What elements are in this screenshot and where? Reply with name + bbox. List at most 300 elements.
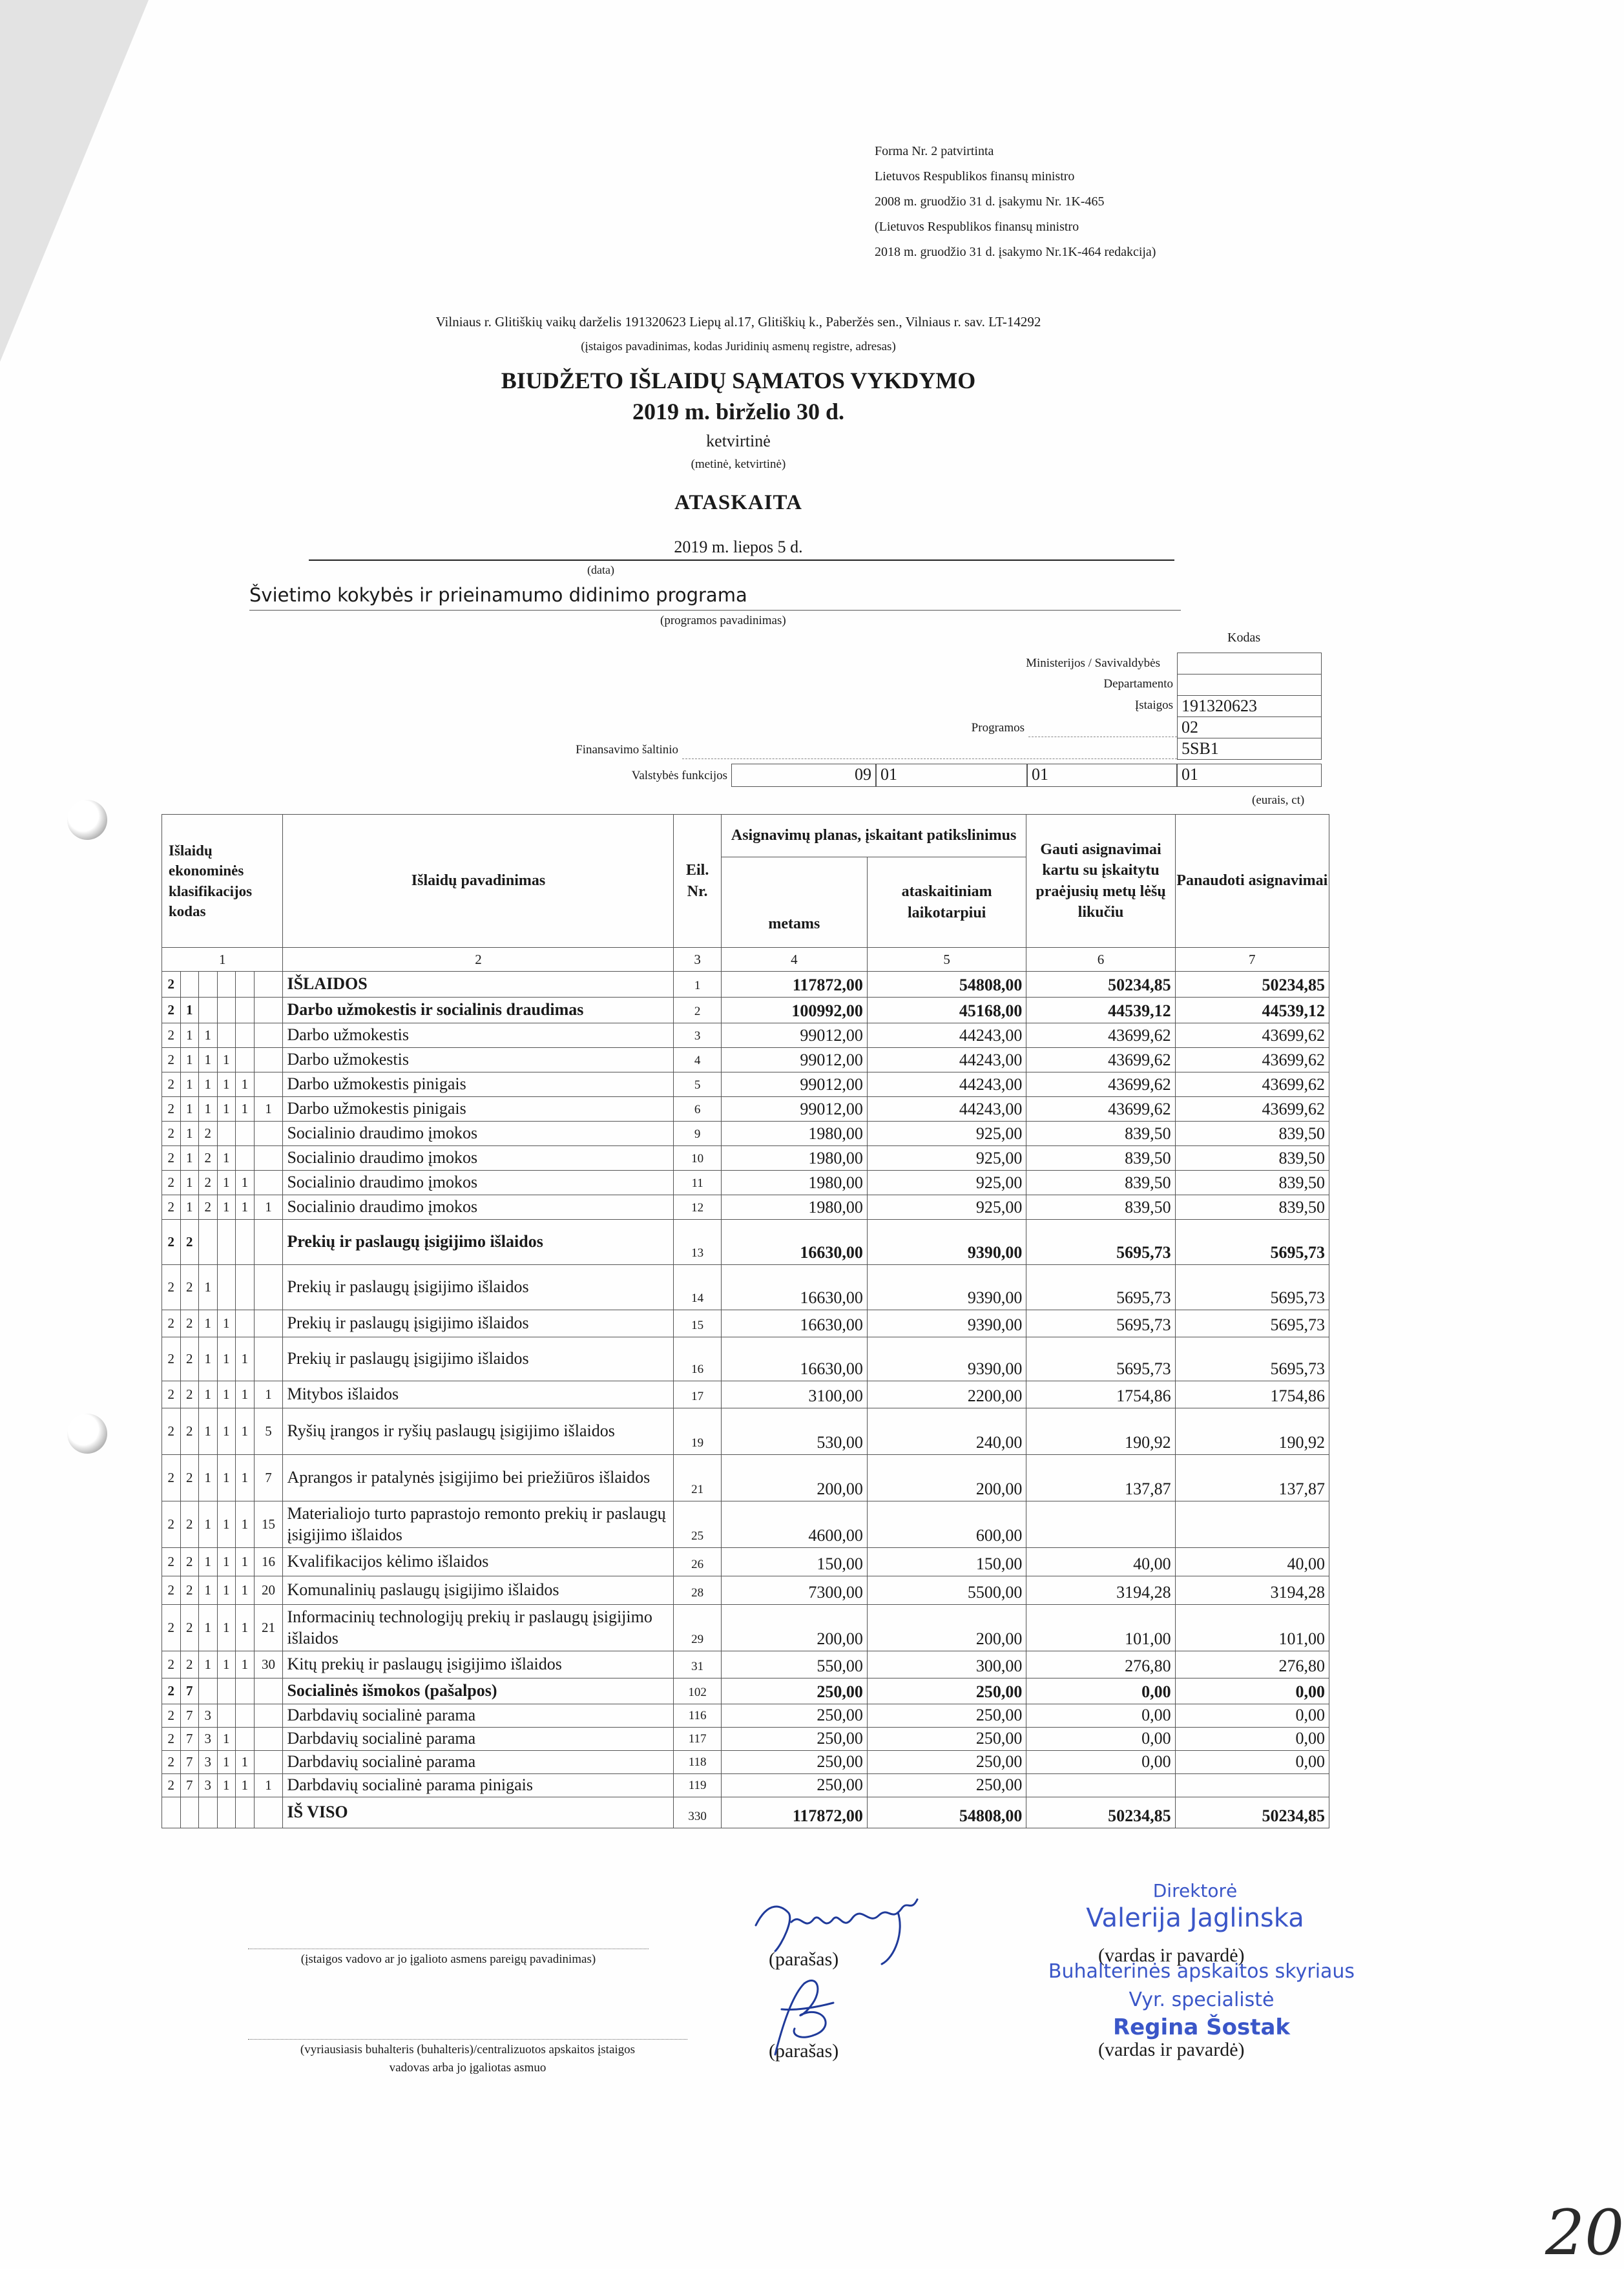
row-code-digit: 1 <box>199 1548 218 1576</box>
row-received: 839,50 <box>1026 1195 1175 1220</box>
row-code-digit <box>254 1220 283 1265</box>
director-stamp-title: Direktorė <box>1152 1880 1238 1901</box>
row-code-digit: 1 <box>236 1605 255 1651</box>
row-code-digit: 2 <box>162 998 181 1023</box>
row-plan-year: 99012,00 <box>721 1023 867 1048</box>
row-name: Darbo užmokestis <box>283 1048 674 1072</box>
row-received: 0,00 <box>1026 1678 1175 1704</box>
row-plan-period: 44243,00 <box>867 1072 1026 1097</box>
row-name: Darbo užmokestis <box>283 1023 674 1048</box>
row-code-digit: 2 <box>162 1072 181 1097</box>
row-plan-period: 54808,00 <box>867 1797 1026 1828</box>
date-underline <box>309 559 1174 561</box>
accountant-caption-2: vadovas arba jo įgaliotas asmuo <box>389 2061 547 2075</box>
row-name: Komunalinių paslaugų įsigijimo išlaidos <box>283 1576 674 1605</box>
row-name: Materialiojo turto paprastojo remonto prekių ir paslaugų įsigijimo išlaidos <box>283 1501 674 1548</box>
row-plan-year: 250,00 <box>721 1728 867 1751</box>
row-code-digit: 2 <box>162 1605 181 1651</box>
row-code-digit: 1 <box>180 1122 199 1146</box>
row-name: IŠLAIDOS <box>283 972 674 998</box>
head-handwritten-signature <box>743 1887 937 1971</box>
row-used: 276,80 <box>1175 1651 1329 1678</box>
row-plan-period: 250,00 <box>867 1728 1026 1751</box>
row-code-digit <box>254 1728 283 1751</box>
row-number: 330 <box>674 1797 721 1828</box>
table-row <box>162 1122 1329 1146</box>
row-code-digit: 1 <box>199 1048 218 1072</box>
row-code-digit: 15 <box>254 1501 283 1548</box>
row-code-digit: 1 <box>217 1408 236 1455</box>
row-code-digit: 2 <box>162 972 181 998</box>
row-code-digit <box>236 1704 255 1728</box>
row-code-digit <box>217 1122 236 1146</box>
table-body <box>162 972 1329 1828</box>
header-plan-group: Asignavimų planas, įskaitant patikslinimus <box>721 815 1026 857</box>
row-code-digit: 1 <box>236 1171 255 1195</box>
row-code-digit: 1 <box>217 1751 236 1774</box>
row-received: 5695,73 <box>1026 1265 1175 1310</box>
table-row <box>162 1023 1329 1048</box>
row-code-digit <box>254 1146 283 1171</box>
row-code-digit: 1 <box>236 1097 255 1122</box>
row-code-digit: 5 <box>254 1408 283 1455</box>
row-code-digit <box>217 1797 236 1828</box>
row-code-digit: 2 <box>180 1455 199 1501</box>
row-code-digit: 2 <box>180 1651 199 1678</box>
row-code-digit: 1 <box>217 1605 236 1651</box>
row-number: 31 <box>674 1651 721 1678</box>
institution-code-label: Įstaigos <box>1134 698 1173 712</box>
row-code-digit: 1 <box>199 1072 218 1097</box>
row-code-digit: 1 <box>236 1455 255 1501</box>
row-code-digit: 3 <box>199 1774 218 1797</box>
row-name: Kitų prekių ir paslaugų įsigijimo išlaidos <box>283 1651 674 1678</box>
row-used: 50234,85 <box>1175 1797 1329 1828</box>
row-name: Darbdavių socialinė parama <box>283 1751 674 1774</box>
row-plan-period: 300,00 <box>867 1651 1026 1678</box>
accounting-stamp-name: Regina Šostak <box>1112 2014 1291 2040</box>
row-used: 50234,85 <box>1175 972 1329 998</box>
row-code-digit: 2 <box>180 1381 199 1408</box>
row-code-digit: 2 <box>199 1195 218 1220</box>
column-index: 3 <box>674 948 721 972</box>
header-received: Gauti asignavimai kartu su įskaitytu praėjusių metų lėšų likučiu <box>1026 815 1175 948</box>
row-used: 0,00 <box>1175 1728 1329 1751</box>
row-code-digit: 1 <box>180 1146 199 1171</box>
row-plan-period: 250,00 <box>867 1704 1026 1728</box>
row-code-digit <box>236 1265 255 1310</box>
row-plan-period: 9390,00 <box>867 1220 1026 1265</box>
row-code-digit: 1 <box>180 998 199 1023</box>
row-code-digit: 2 <box>162 1651 181 1678</box>
row-code-digit: 1 <box>217 1048 236 1072</box>
row-code-digit <box>236 1220 255 1265</box>
row-number: 4 <box>674 1048 721 1072</box>
funding-label: Finansavimo šaltinio <box>576 743 678 757</box>
row-code-digit: 1 <box>254 1774 283 1797</box>
row-number: 10 <box>674 1146 721 1171</box>
form-approval-header <box>875 139 1156 265</box>
row-plan-year: 250,00 <box>721 1774 867 1797</box>
row-number: 117 <box>674 1728 721 1751</box>
table-row <box>162 1072 1329 1097</box>
row-code-digit: 2 <box>162 1548 181 1576</box>
row-code-digit <box>199 1220 218 1265</box>
row-plan-year: 150,00 <box>721 1548 867 1576</box>
row-number: 119 <box>674 1774 721 1797</box>
row-used: 839,50 <box>1175 1171 1329 1195</box>
row-code-digit: 1 <box>236 1501 255 1548</box>
form-header-line: (Lietuvos Respublikos finansų ministro <box>875 220 1079 234</box>
row-code-digit: 1 <box>217 1146 236 1171</box>
ministry-code <box>1177 653 1322 674</box>
row-used: 839,50 <box>1175 1122 1329 1146</box>
row-code-digit: 2 <box>162 1381 181 1408</box>
row-code-digit: 1 <box>236 1651 255 1678</box>
row-code-digit: 1 <box>236 1195 255 1220</box>
scan-folded-corner <box>0 0 149 362</box>
function-code-3: 01 <box>1027 764 1177 787</box>
row-name: Socialinio draudimo įmokos <box>283 1195 674 1220</box>
row-plan-period: 250,00 <box>867 1774 1026 1797</box>
row-code-digit: 2 <box>180 1310 199 1337</box>
row-code-digit: 1 <box>254 1195 283 1220</box>
row-received: 43699,62 <box>1026 1023 1175 1048</box>
row-used: 5695,73 <box>1175 1337 1329 1381</box>
row-code-digit <box>180 1797 199 1828</box>
row-code-digit: 2 <box>199 1171 218 1195</box>
table-row <box>162 1605 1329 1651</box>
row-plan-year: 3100,00 <box>721 1381 867 1408</box>
institution-line: Vilniaus r. Glitiškių vaikų darželis 191320623 Liepų al.17, Glitiškių k., Paberžės sen., Vilniaus r. sav. LT-14292 <box>435 314 1041 329</box>
table-row <box>162 1146 1329 1171</box>
row-code-digit: 1 <box>217 1381 236 1408</box>
row-name: Ryšių įrangos ir ryšių paslaugų įsigijimo išlaidos <box>283 1408 674 1455</box>
row-code-digit: 1 <box>217 1501 236 1548</box>
row-used: 839,50 <box>1175 1146 1329 1171</box>
form-header-line: 2008 m. gruodžio 31 d. įsakymu Nr. 1K-465 <box>875 194 1105 209</box>
row-code-digit <box>254 1337 283 1381</box>
row-name: Socialinio draudimo įmokos <box>283 1146 674 1171</box>
row-plan-year: 4600,00 <box>721 1501 867 1548</box>
accountant-handwritten-signature <box>756 1971 853 2067</box>
row-name: Socialinės išmokos (pašalpos) <box>283 1678 674 1704</box>
row-code-digit: 1 <box>236 1072 255 1097</box>
table-row <box>162 1548 1329 1576</box>
row-code-digit: 7 <box>180 1774 199 1797</box>
row-number: 17 <box>674 1381 721 1408</box>
row-code-digit: 1 <box>199 1023 218 1048</box>
row-used: 5695,73 <box>1175 1310 1329 1337</box>
row-code-digit: 1 <box>199 1501 218 1548</box>
row-plan-year: 16630,00 <box>721 1220 867 1265</box>
row-code-digit: 2 <box>162 1774 181 1797</box>
row-number: 26 <box>674 1548 721 1576</box>
row-code-digit: 1 <box>199 1408 218 1455</box>
row-received: 50234,85 <box>1026 972 1175 998</box>
row-code-digit <box>254 1265 283 1310</box>
row-code-digit <box>217 1023 236 1048</box>
row-name: Darbo užmokestis ir socialinis draudimas <box>283 998 674 1023</box>
table-row <box>162 1728 1329 1751</box>
row-plan-period: 45168,00 <box>867 998 1026 1023</box>
row-received: 1754,86 <box>1026 1381 1175 1408</box>
row-plan-period: 200,00 <box>867 1455 1026 1501</box>
row-used: 43699,62 <box>1175 1048 1329 1072</box>
row-code-digit <box>180 972 199 998</box>
row-code-digit <box>254 1023 283 1048</box>
row-code-digit: 1 <box>199 1265 218 1310</box>
row-code-digit: 2 <box>199 1146 218 1171</box>
row-code-digit: 1 <box>180 1195 199 1220</box>
accounting-stamp-line1: Buhalterinės apskaitos skyriaus <box>1048 1960 1355 1983</box>
row-received: 0,00 <box>1026 1704 1175 1728</box>
table-row <box>162 1171 1329 1195</box>
table-row <box>162 1048 1329 1072</box>
row-used: 137,87 <box>1175 1455 1329 1501</box>
row-plan-period: 9390,00 <box>867 1337 1026 1381</box>
table-row <box>162 1265 1329 1310</box>
function-code-1: 09 <box>731 764 876 787</box>
row-code-digit: 1 <box>199 1455 218 1501</box>
table-row <box>162 1408 1329 1455</box>
codes-header: Kodas <box>1227 631 1261 645</box>
row-code-digit: 1 <box>199 1337 218 1381</box>
header-code: Išlaidų ekonominės klasifikacijos kodas <box>162 815 283 948</box>
row-plan-year: 250,00 <box>721 1751 867 1774</box>
accountant-signature-caption: (parašas) <box>769 2040 839 2062</box>
row-plan-period: 925,00 <box>867 1146 1026 1171</box>
row-number: 14 <box>674 1265 721 1310</box>
row-code-digit: 2 <box>162 1122 181 1146</box>
institution-caption: (įstaigos pavadinimas, kodas Juridinių asmenų registre, adresas) <box>581 340 896 353</box>
row-code-digit <box>217 1678 236 1704</box>
row-code-digit: 1 <box>217 1576 236 1605</box>
row-number: 21 <box>674 1455 721 1501</box>
institution-code: 191320623 <box>1177 695 1322 717</box>
row-number: 15 <box>674 1310 721 1337</box>
row-code-digit: 2 <box>180 1576 199 1605</box>
row-code-digit: 2 <box>180 1605 199 1651</box>
head-name-caption: (vardas ir pavardė) <box>1098 1945 1245 1966</box>
row-code-digit: 2 <box>162 1337 181 1381</box>
row-code-digit: 16 <box>254 1548 283 1576</box>
header-nr: Eil. Nr. <box>674 815 721 948</box>
row-plan-year: 117872,00 <box>721 972 867 998</box>
row-used: 0,00 <box>1175 1751 1329 1774</box>
row-code-digit: 1 <box>199 1651 218 1678</box>
row-plan-year: 200,00 <box>721 1455 867 1501</box>
row-code-digit: 2 <box>199 1122 218 1146</box>
row-used: 43699,62 <box>1175 1072 1329 1097</box>
row-name: Darbdavių socialinė parama <box>283 1728 674 1751</box>
row-code-digit: 20 <box>254 1576 283 1605</box>
row-name: Mitybos išlaidos <box>283 1381 674 1408</box>
row-code-digit: 1 <box>217 1651 236 1678</box>
row-plan-period: 600,00 <box>867 1501 1026 1548</box>
row-code-digit <box>254 1310 283 1337</box>
row-code-digit: 2 <box>162 1097 181 1122</box>
row-used: 5695,73 <box>1175 1220 1329 1265</box>
row-number: 29 <box>674 1605 721 1651</box>
table-row <box>162 1576 1329 1605</box>
row-plan-year: 16630,00 <box>721 1337 867 1381</box>
row-code-digit <box>236 1146 255 1171</box>
row-code-digit: 3 <box>199 1728 218 1751</box>
ministry-label: Ministerijos / Savivaldybės <box>1026 656 1160 670</box>
funding-code: 5SB1 <box>1177 738 1322 760</box>
accountant-line <box>248 2039 687 2040</box>
report-period: ketvirtinė <box>706 432 771 450</box>
row-code-digit: 2 <box>162 1171 181 1195</box>
row-code-digit <box>236 1048 255 1072</box>
row-plan-year: 550,00 <box>721 1651 867 1678</box>
table-row <box>162 972 1329 998</box>
program-underline <box>249 610 1181 611</box>
date-caption: (data) <box>587 563 614 576</box>
row-code-digit: 1 <box>180 1097 199 1122</box>
row-plan-year: 117872,00 <box>721 1797 867 1828</box>
head-signature-caption: (parašas) <box>769 1949 839 1970</box>
row-code-digit: 1 <box>217 1774 236 1797</box>
row-plan-year: 100992,00 <box>721 998 867 1023</box>
row-code-digit: 3 <box>199 1751 218 1774</box>
punch-hole-top <box>67 800 107 840</box>
table-row <box>162 1678 1329 1704</box>
row-plan-year: 250,00 <box>721 1704 867 1728</box>
row-received: 5695,73 <box>1026 1310 1175 1337</box>
row-number: 25 <box>674 1501 721 1548</box>
row-code-digit: 1 <box>199 1381 218 1408</box>
row-used: 43699,62 <box>1175 1023 1329 1048</box>
row-plan-period: 925,00 <box>867 1195 1026 1220</box>
row-code-digit: 1 <box>236 1548 255 1576</box>
row-code-digit: 1 <box>180 1023 199 1048</box>
header-plan-year: metams <box>721 857 867 948</box>
row-code-digit: 1 <box>217 1097 236 1122</box>
table-row <box>162 1455 1329 1501</box>
row-code-digit: 1 <box>217 1728 236 1751</box>
row-plan-period: 150,00 <box>867 1548 1026 1576</box>
row-number: 6 <box>674 1097 721 1122</box>
row-code-digit <box>254 1072 283 1097</box>
row-plan-year: 7300,00 <box>721 1576 867 1605</box>
function-code-4: 01 <box>1177 764 1322 787</box>
row-code-digit: 7 <box>180 1728 199 1751</box>
punch-hole-bottom <box>67 1414 107 1454</box>
row-number: 9 <box>674 1122 721 1146</box>
row-name: Informacinių technologijų prekių ir paslaugų įsigijimo išlaidos <box>283 1605 674 1651</box>
row-used: 839,50 <box>1175 1195 1329 1220</box>
column-index: 5 <box>867 948 1026 972</box>
program-code-label: Programos <box>971 721 1025 735</box>
row-code-digit: 2 <box>162 1501 181 1548</box>
row-plan-year: 99012,00 <box>721 1097 867 1122</box>
row-plan-year: 99012,00 <box>721 1048 867 1072</box>
row-received: 43699,62 <box>1026 1048 1175 1072</box>
row-code-digit <box>254 972 283 998</box>
row-plan-period: 200,00 <box>867 1605 1026 1651</box>
report-date: 2019 m. liepos 5 d. <box>674 538 803 556</box>
row-code-digit: 1 <box>236 1408 255 1455</box>
row-code-digit <box>217 972 236 998</box>
row-number: 2 <box>674 998 721 1023</box>
row-received: 101,00 <box>1026 1605 1175 1651</box>
row-code-digit: 2 <box>180 1501 199 1548</box>
row-plan-period: 925,00 <box>867 1171 1026 1195</box>
row-number: 12 <box>674 1195 721 1220</box>
row-plan-period: 925,00 <box>867 1122 1026 1146</box>
row-received: 839,50 <box>1026 1122 1175 1146</box>
row-code-digit: 2 <box>180 1220 199 1265</box>
function-code-2: 01 <box>876 764 1027 787</box>
row-name: Prekių ir paslaugų įsigijimo išlaidos <box>283 1265 674 1310</box>
row-code-digit <box>162 1797 181 1828</box>
row-code-digit <box>236 1797 255 1828</box>
row-code-digit: 30 <box>254 1651 283 1678</box>
column-index-row <box>162 948 1329 972</box>
form-header-line: 2018 m. gruodžio 31 d. įsakymo Nr.1K-464 redakcija) <box>875 245 1156 259</box>
row-used: 40,00 <box>1175 1548 1329 1576</box>
row-plan-period: 2200,00 <box>867 1381 1026 1408</box>
row-code-digit <box>236 972 255 998</box>
row-received: 5695,73 <box>1026 1220 1175 1265</box>
row-used: 1754,86 <box>1175 1381 1329 1408</box>
row-code-digit <box>199 1678 218 1704</box>
row-received: 839,50 <box>1026 1171 1175 1195</box>
row-code-digit <box>236 1310 255 1337</box>
row-number: 5 <box>674 1072 721 1097</box>
row-number: 13 <box>674 1220 721 1265</box>
units-note: (eurais, ct) <box>1252 793 1305 807</box>
row-code-digit: 1 <box>199 1605 218 1651</box>
table-row <box>162 1310 1329 1337</box>
row-code-digit: 2 <box>162 1265 181 1310</box>
row-number: 102 <box>674 1678 721 1704</box>
row-code-digit <box>217 1220 236 1265</box>
row-code-digit <box>199 972 218 998</box>
row-received: 5695,73 <box>1026 1337 1175 1381</box>
director-stamp-name: Valerija Jaglinska <box>1086 1903 1304 1933</box>
row-code-digit: 1 <box>254 1097 283 1122</box>
funding-code-dash <box>682 758 1177 759</box>
row-code-digit: 1 <box>236 1774 255 1797</box>
row-code-digit <box>236 1678 255 1704</box>
table-row <box>162 1220 1329 1265</box>
row-code-digit: 2 <box>162 1751 181 1774</box>
row-name: Prekių ir paslaugų įsigijimo išlaidos <box>283 1337 674 1381</box>
row-name: Prekių ir paslaugų įsigijimo išlaidos <box>283 1310 674 1337</box>
row-code-digit: 1 <box>217 1548 236 1576</box>
row-code-digit: 2 <box>162 1310 181 1337</box>
row-code-digit: 1 <box>199 1310 218 1337</box>
row-plan-period: 44243,00 <box>867 1097 1026 1122</box>
row-plan-period: 9390,00 <box>867 1310 1026 1337</box>
row-used: 3194,28 <box>1175 1576 1329 1605</box>
table-row <box>162 998 1329 1023</box>
row-code-digit <box>199 998 218 1023</box>
row-used: 101,00 <box>1175 1605 1329 1651</box>
header-used: Panaudoti asignavimai <box>1175 815 1329 948</box>
table-row <box>162 1501 1329 1548</box>
row-name: Kvalifikacijos kėlimo išlaidos <box>283 1548 674 1576</box>
row-code-digit <box>254 1751 283 1774</box>
row-code-digit: 1 <box>217 1455 236 1501</box>
row-plan-period: 5500,00 <box>867 1576 1026 1605</box>
row-code-digit <box>236 1728 255 1751</box>
row-code-digit: 2 <box>162 1576 181 1605</box>
row-code-digit <box>217 998 236 1023</box>
